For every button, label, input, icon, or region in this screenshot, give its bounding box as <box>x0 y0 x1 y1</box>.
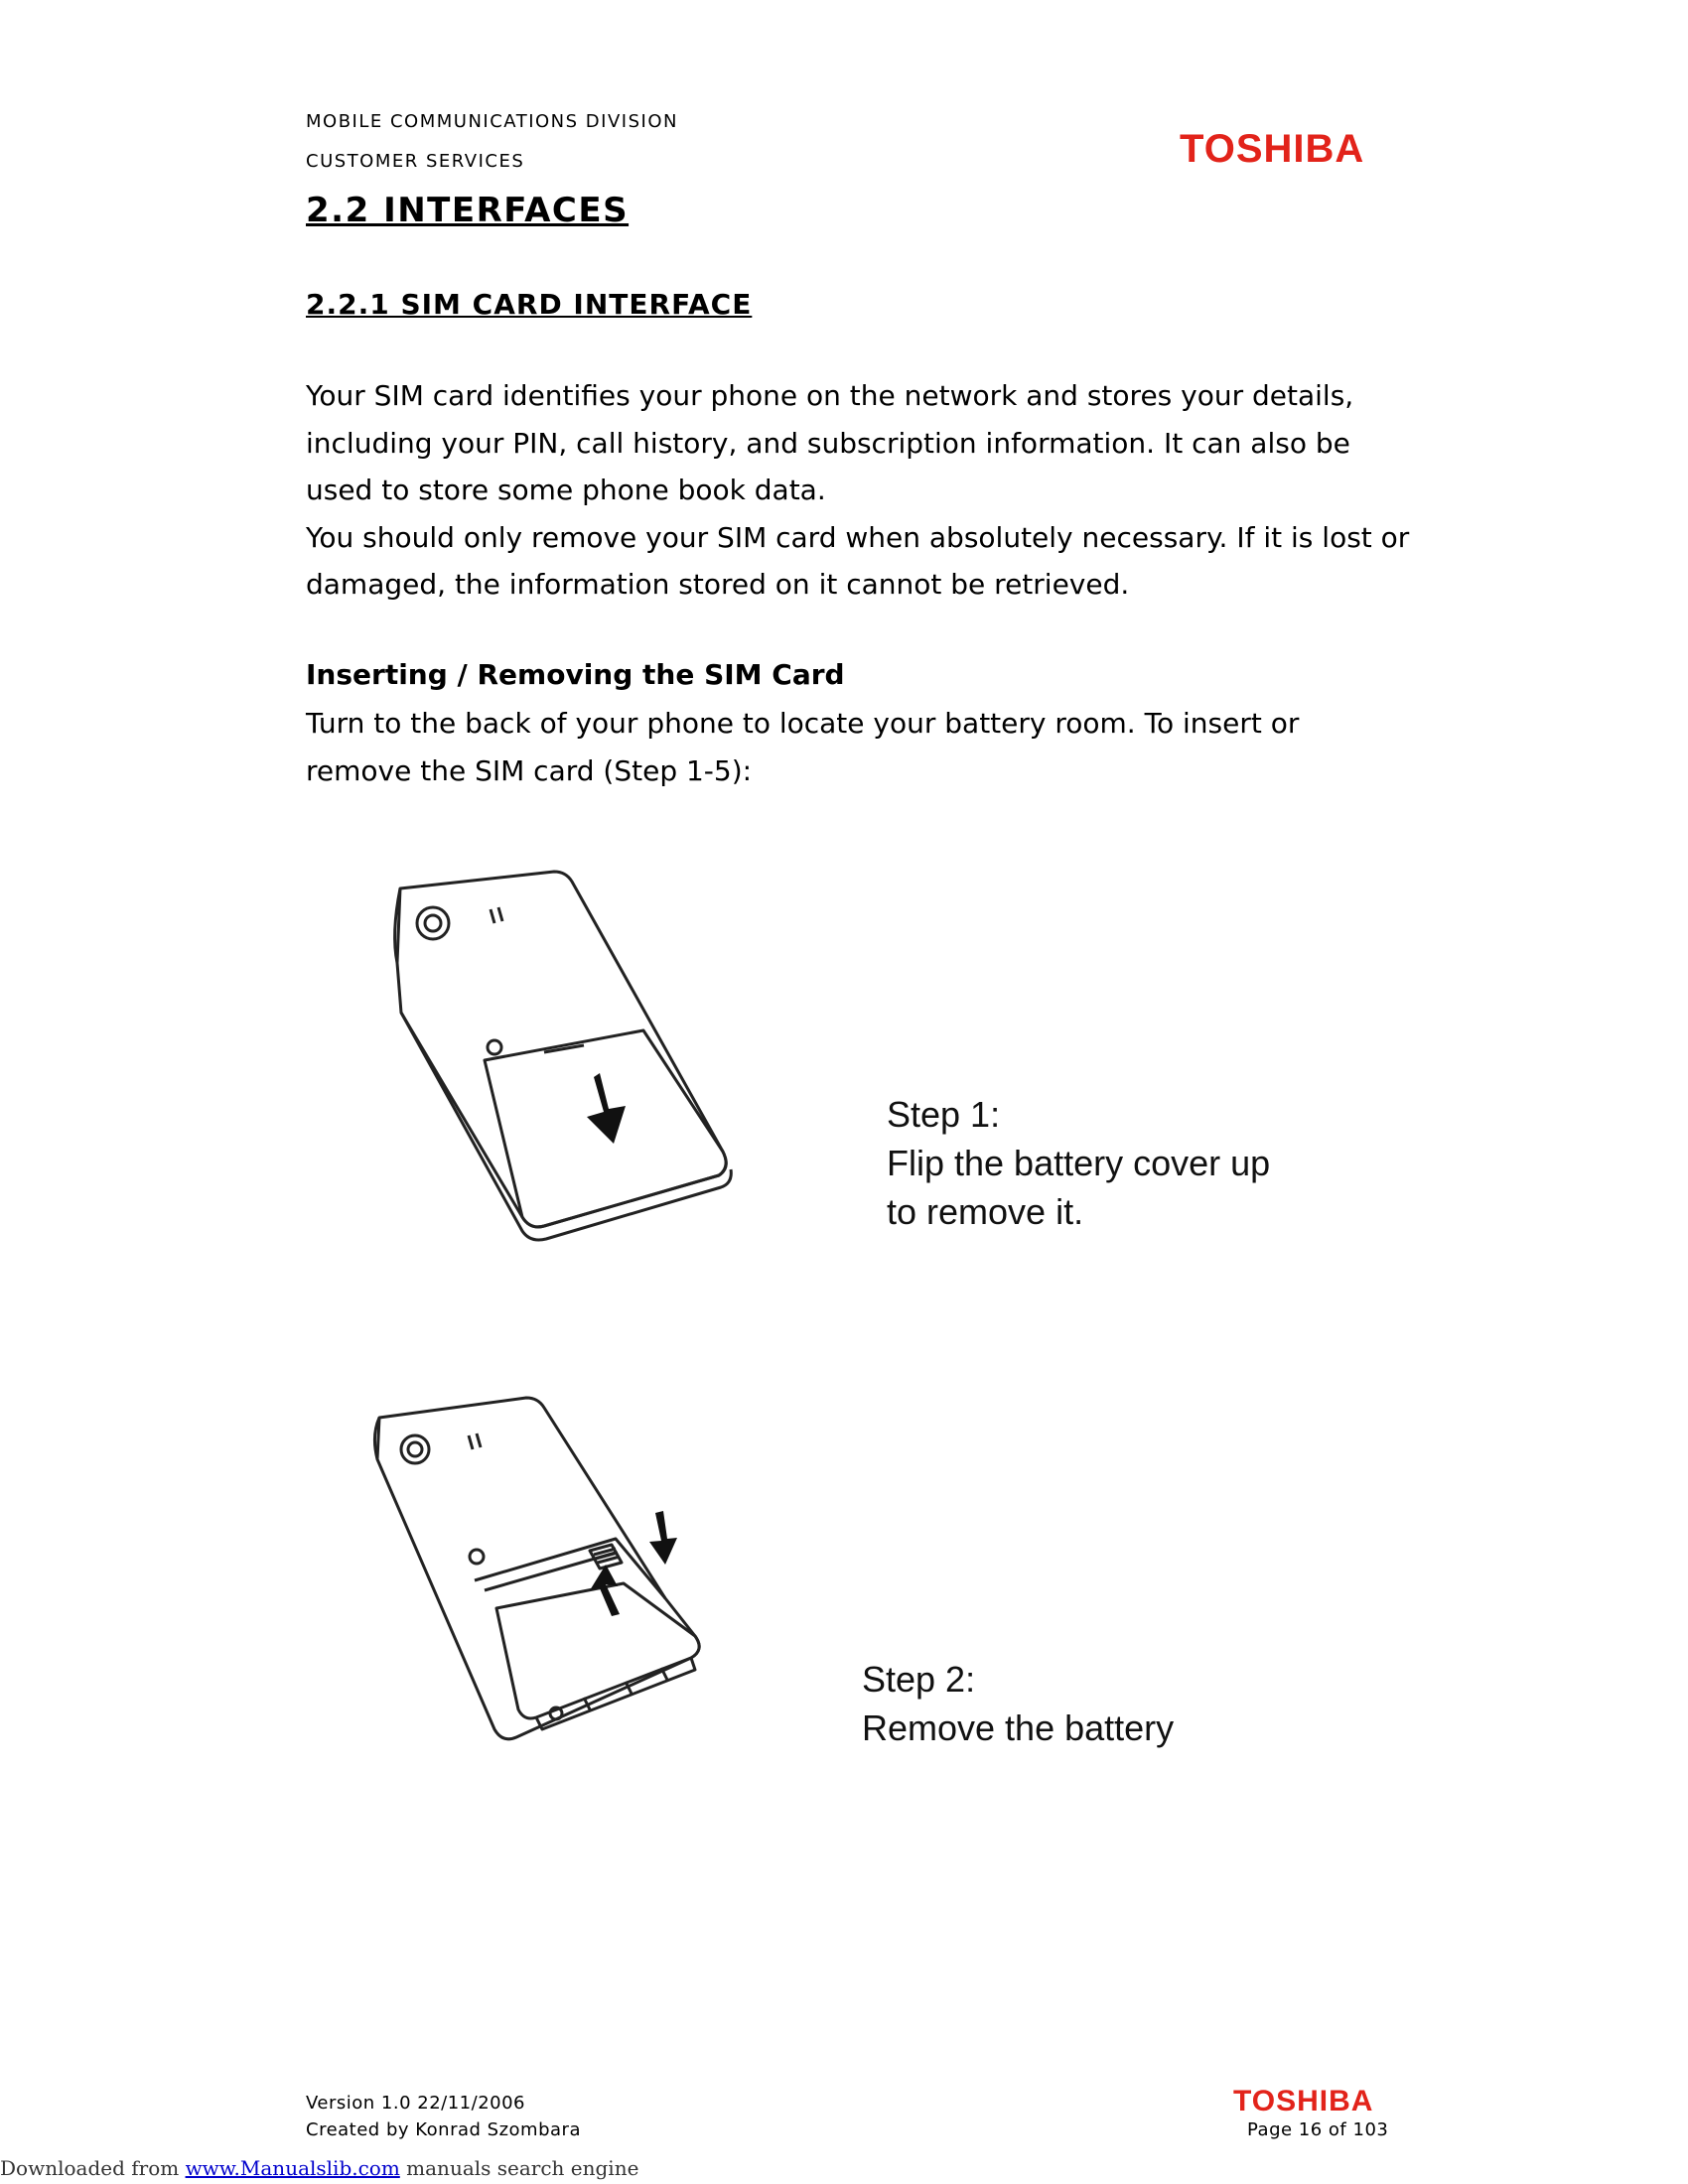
footer-page-number: Page 16 of 103 <box>1247 2119 1389 2140</box>
download-suffix: manuals search engine <box>399 2156 639 2180</box>
toshiba-logo: TOSHIBA <box>1180 127 1365 171</box>
step-1-line-1: Flip the battery cover up <box>887 1143 1271 1183</box>
manualslib-link[interactable]: www.Manualslib.com <box>185 2156 400 2180</box>
procedure-intro: Turn to the back of your phone to locate your battery room. To insert or remove the SIM card (Step 1-5): <box>306 707 1300 787</box>
step2-phone-illustration <box>367 1370 765 1767</box>
step-2-line-1: Remove the battery <box>862 1707 1175 1748</box>
step-2-label: Step 2: <box>862 1659 976 1700</box>
header-division: MOBILE COMMUNICATIONS DIVISION <box>306 111 678 132</box>
sim-description <box>306 372 1418 609</box>
paragraph-sim-identity: Your SIM card identifies your phone on the network and stores your details, including your PIN, call history, and subscription information. It can also be used to store some phone book data. <box>306 379 1354 506</box>
procedure-heading: Inserting / Removing the SIM Card <box>306 658 845 691</box>
download-notice <box>0 2156 638 2180</box>
paragraph-sim-removal: You should only remove your SIM card when absolutely necessary. If it is lost or damaged, the information stored on it cannot be retrieved. <box>306 520 1410 601</box>
subsection-title: 2.2.1 SIM CARD INTERFACE <box>306 288 753 321</box>
step1-phone-illustration <box>306 854 802 1261</box>
section-title: 2.2 INTERFACES <box>306 191 630 230</box>
footer-toshiba-logo: TOSHIBA <box>1233 2085 1374 2117</box>
step-2-caption <box>862 1655 1174 1752</box>
footer-author: Created by Konrad Szombara <box>306 2119 581 2140</box>
download-prefix: Downloaded from <box>0 2156 186 2180</box>
step-1-label: Step 1: <box>887 1094 1001 1135</box>
step-1-caption <box>887 1090 1270 1236</box>
footer-version: Version 1.0 22/11/2006 <box>306 2093 526 2114</box>
step-1-line-2: to remove it. <box>887 1191 1084 1232</box>
header-department: CUSTOMER SERVICES <box>306 151 525 172</box>
